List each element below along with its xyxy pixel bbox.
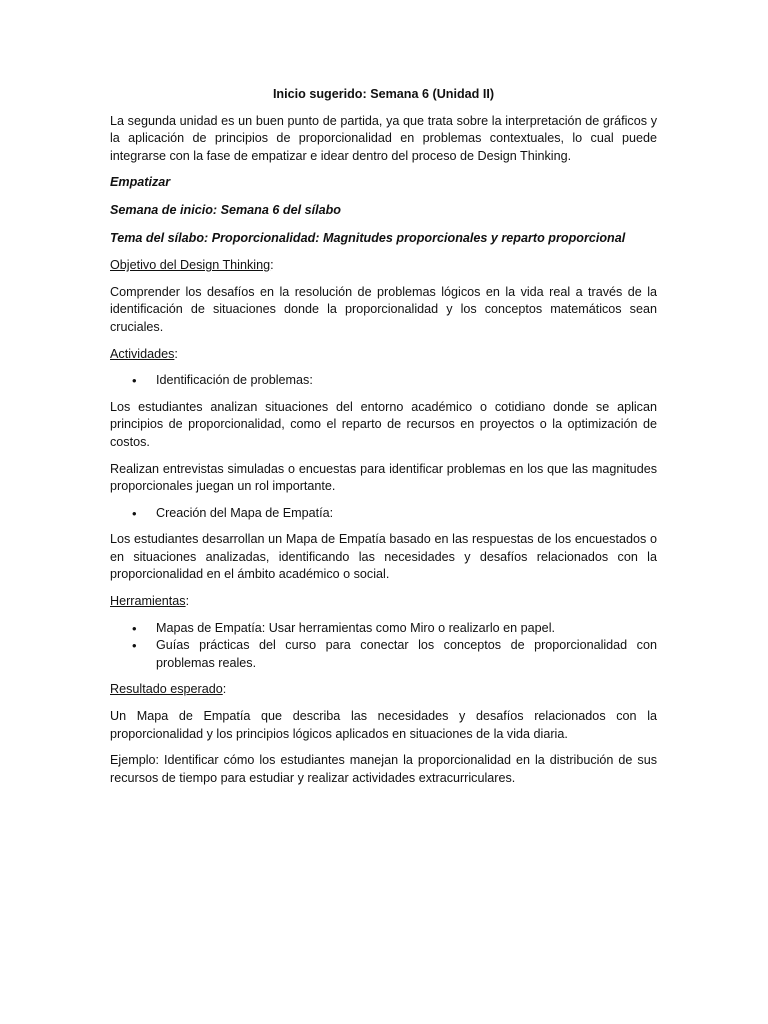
activity-item-identification: Identificación de problemas: (156, 373, 313, 388)
document-heading: Inicio sugerido: Semana 6 (Unidad II) (272, 87, 495, 101)
list-item (110, 505, 657, 523)
list-item (110, 372, 657, 390)
tools-list (110, 620, 657, 673)
objective-paragraph: Comprender los desafíos en la resolución de problemas lógicos en la vida real a través de la identificación de situaciones donde la proporcionalidad y los conceptos matemáticos sean cruciales. (110, 284, 657, 334)
activities-list-2 (110, 505, 657, 523)
activities-label: Actividades (110, 346, 175, 361)
tools-label-colon: : (185, 594, 190, 609)
tools-label-line (110, 593, 657, 611)
syllabus-topic-heading: Tema del sílabo: Proporcionalidad: Magnitudes proporcionales y reparto proporcional (110, 230, 626, 245)
expected-result-label-line (110, 681, 657, 699)
objective-label-line (110, 257, 657, 275)
bullet-icon: • (132, 373, 137, 389)
activity-empathy-map-paragraph: Los estudiantes desarrollan un Mapa de Empatía basado en las respuestas de los encuestados o en situaciones analizadas, identificando las necesidades y desafíos relacionados con la proporcionalidad en el ámbito académico o social. (110, 532, 657, 582)
bullet-icon: • (132, 620, 137, 636)
objective-label: Objetivo del Design Thinking (110, 258, 271, 273)
example-paragraph: Ejemplo: Identificar cómo los estudiantes manejan la proporcionalidad en la distribución de sus recursos de tiempo para estudiar y realizar actividades extracurriculares. (110, 753, 657, 785)
activities-label-colon: : (174, 346, 178, 361)
expected-result-paragraph: Un Mapa de Empatía que describa las necesidades y desafíos relacionados con la proporcionalidad y los principios lógicos aplicados en situaciones de la vida diaria. (110, 709, 657, 741)
tool-item-text: Mapas de Empatía: Usar herramientas como Miro o realizarlo en papel. (156, 620, 555, 635)
activity-item-empathy-map: Creación del Mapa de Empatía: (156, 505, 334, 520)
bullet-icon: • (132, 638, 137, 654)
list-item (110, 620, 657, 638)
tools-label: Herramientas (110, 594, 186, 609)
document-page (110, 86, 657, 796)
start-week-heading: Semana de inicio: Semana 6 del sílabo (110, 202, 341, 217)
activity-identification-paragraph-2: Realizan entrevistas simuladas o encuestas para identificar problemas en los que las magnitudes proporcionales juegan un rol importante. (110, 461, 657, 494)
intro-paragraph: La segunda unidad es un buen punto de partida, ya que trata sobre la interpretación de gráficos y la aplicación de principios de proporcionalidad en problemas contextuales, lo cual puede integrarse con la fase de empatizar e idear dentro del proceso de Design Thinking. (110, 113, 657, 163)
activities-label-line (110, 346, 657, 364)
activities-list-1 (110, 372, 657, 390)
tool-item-text: Guías prácticas del curso para conectar los conceptos de proporcionalidad con problemas reales. (156, 638, 657, 670)
expected-result-label-colon: : (222, 682, 227, 697)
expected-result-label: Resultado esperado (110, 682, 223, 697)
list-item (110, 637, 657, 672)
objective-label-colon: : (270, 258, 274, 273)
bullet-icon: • (132, 505, 137, 521)
phase-heading: Empatizar (110, 175, 171, 190)
activity-identification-paragraph-1: Los estudiantes analizan situaciones del entorno académico o cotidiano donde se aplican principios de proporcionalidad, como el reparto de recursos en proyectos o la optimización de costos. (110, 399, 657, 449)
